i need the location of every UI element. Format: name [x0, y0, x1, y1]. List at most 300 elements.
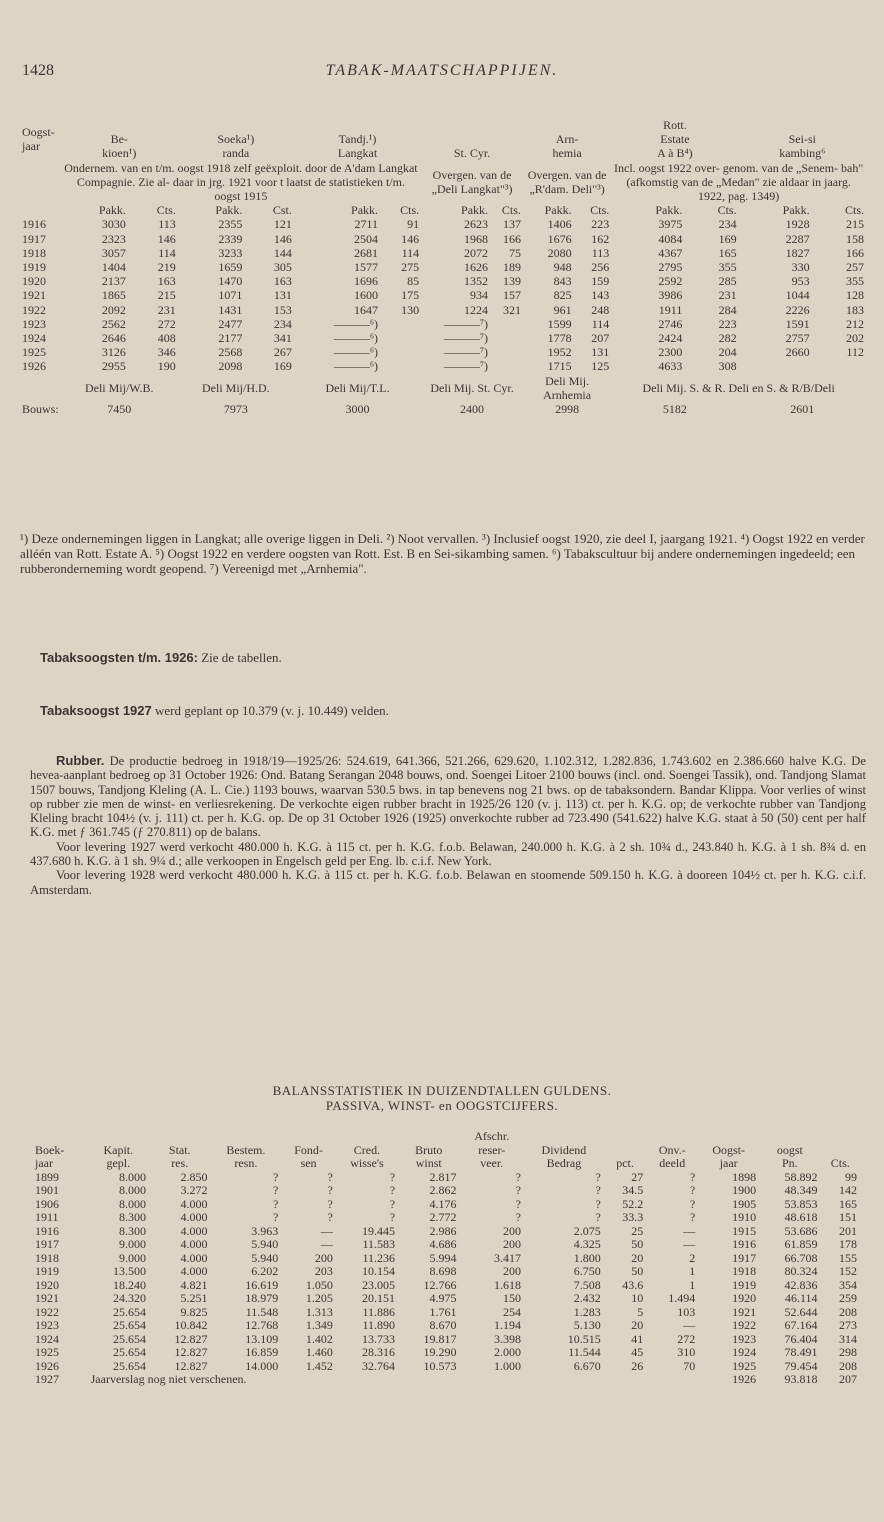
year-cell: 1926 [22, 359, 46, 374]
value-cell: 1924 [732, 1345, 757, 1359]
value-cell: 2746 [658, 316, 683, 331]
value-cell: 1647 [354, 302, 379, 317]
value-cell: 50 [631, 1237, 644, 1251]
value-cell: 2681 [354, 245, 379, 260]
year-cell: 1925 [35, 1345, 59, 1359]
value-cell: ? [272, 1169, 279, 1184]
column-header: Onv.- deeld [658, 1142, 686, 1170]
value-cell: 13.733 [362, 1331, 396, 1346]
value-cell: 11.548 [245, 1304, 279, 1319]
harvest-1927-text: werd geplant op 10.379 (v. j. 10.449) velden. [155, 703, 389, 718]
column-note: Overgen. van de „R'dam. Deli"³) [527, 167, 607, 196]
value-cell: 79.454 [784, 1358, 818, 1373]
table-header-row [32, 1130, 860, 1171]
bouws-value: 7450 [107, 402, 132, 417]
value-cell: 4367 [658, 245, 683, 260]
value-cell: 175 [401, 288, 420, 303]
value-cell: ? [595, 1169, 601, 1184]
value-cell: 146 [157, 231, 176, 246]
value-cell: ? [689, 1169, 696, 1184]
value-cell: 354 [839, 1277, 857, 1292]
value-cell: 18.979 [245, 1291, 279, 1305]
value-cell: 4633 [658, 359, 683, 374]
value-cell: 178 [839, 1237, 857, 1251]
value-cell: 3.963 [251, 1223, 279, 1238]
value-cell: 2568 [218, 345, 243, 360]
value-cell: ? [595, 1196, 601, 1211]
value-cell: 4.000 [180, 1250, 208, 1265]
rubber-paragraph-1 [30, 754, 866, 840]
value-cell: 355 [718, 260, 737, 275]
value-cell: ? [389, 1196, 396, 1211]
value-cell: 52.2 [622, 1196, 644, 1211]
value-cell: 256 [591, 260, 610, 275]
value-cell: ? [515, 1183, 521, 1197]
value-cell: 6.202 [251, 1264, 279, 1278]
value-cell: 1898 [732, 1169, 757, 1184]
value-cell: 131 [273, 288, 292, 303]
harvest-1926-label: Tabaksoogsten t/m. 1926: [40, 650, 198, 665]
value-cell: 272 [157, 316, 176, 331]
value-cell: 6.750 [573, 1264, 601, 1278]
value-cell: 1911 [658, 302, 683, 317]
value-cell: 2711 [354, 217, 379, 232]
column-header: Boek- jaar [35, 1142, 65, 1170]
column-header: Oogst- jaar [712, 1142, 746, 1170]
value-cell: 2355 [218, 217, 243, 232]
column-header: Be- kioen¹) [102, 132, 137, 161]
value-cell: 948 [553, 260, 572, 275]
value-cell: 85 [407, 274, 420, 289]
value-cell: 1577 [354, 260, 379, 275]
value-cell: 48.349 [784, 1183, 818, 1197]
value-cell: ———⁶) [333, 331, 379, 346]
value-cell: 1918 [732, 1264, 757, 1278]
unit-label: Pakk. [351, 203, 379, 218]
year-cell: 1919 [22, 260, 46, 275]
value-cell: 2592 [658, 274, 683, 289]
value-cell: 4.686 [429, 1237, 457, 1251]
value-cell: 2080 [547, 245, 572, 260]
value-cell: 12.827 [174, 1345, 208, 1359]
year-cell: 1926 [35, 1358, 59, 1373]
year-cell: 1899 [35, 1169, 59, 1184]
value-cell: 961 [553, 302, 572, 317]
table-row [32, 1211, 860, 1225]
value-cell: ———⁶) [333, 316, 379, 331]
value-cell: 42.836 [784, 1277, 818, 1292]
value-cell: 208 [839, 1304, 857, 1319]
value-cell: 1900 [732, 1183, 757, 1197]
value-cell: 128 [846, 288, 864, 303]
table-row [20, 345, 866, 359]
value-cell [380, 317, 421, 331]
column-note: Ondernem. van en t/m. oogst 1918 zelf geëxploit. door de A'dam Langkat Compagnie. Zie al- daar in jrg. 1921 voor t laatst de statistieken t/m. oogst 1915 [64, 160, 418, 204]
empty-cell [20, 161, 61, 204]
harvest-1927-label: Tabaksoogst 1927 [40, 703, 152, 718]
value-cell: 202 [846, 331, 864, 346]
balance-title: BALANSSTATISTIEK IN DUIZENDTALLEN GULDENS. [272, 1083, 612, 1098]
value-cell: 1.494 [668, 1291, 696, 1305]
value-cell: 10.573 [423, 1358, 457, 1373]
value-cell: 169 [718, 231, 737, 246]
value-cell: 1.452 [305, 1358, 333, 1373]
unit-label: Pakk. [98, 203, 126, 218]
value-cell [739, 359, 812, 373]
value-cell: 285 [718, 274, 737, 289]
column-header: Oogst- jaar [22, 125, 55, 154]
value-cell [380, 331, 421, 345]
value-cell: 1659 [218, 260, 243, 275]
value-cell: 223 [591, 217, 610, 232]
harvest-1926-note [40, 650, 884, 665]
value-cell: 137 [502, 217, 521, 232]
value-cell: 11.544 [568, 1345, 601, 1359]
value-cell: 408 [157, 331, 176, 346]
value-cell: 1827 [785, 245, 810, 260]
owner-cell: Deli Mij/W.B. [84, 380, 154, 395]
value-cell: 3.398 [494, 1331, 521, 1346]
value-cell: 1.460 [305, 1345, 333, 1359]
unit-label: Pakk. [782, 203, 810, 218]
table-row [32, 1333, 860, 1347]
value-cell: 1905 [732, 1196, 757, 1211]
value-cell: 207 [591, 331, 610, 346]
value-cell: 1.313 [305, 1304, 333, 1319]
value-cell: 843 [553, 274, 572, 289]
value-cell: — [683, 1223, 696, 1238]
value-cell [490, 317, 523, 331]
value-cell: 1922 [732, 1318, 757, 1332]
value-cell: 190 [157, 359, 176, 374]
value-cell: 146 [401, 231, 420, 246]
value-cell: 114 [401, 245, 420, 260]
value-cell: 34.5 [622, 1183, 644, 1197]
value-cell: 13.500 [113, 1264, 147, 1278]
value-cell: ? [595, 1183, 601, 1197]
value-cell: 8.000 [119, 1169, 147, 1184]
value-cell: 163 [157, 274, 176, 289]
units-row [20, 203, 866, 217]
value-cell: 1.800 [573, 1250, 601, 1265]
year-cell: 1916 [22, 217, 46, 232]
value-cell: 314 [839, 1331, 857, 1346]
column-header: Sei-si kambing⁶ [779, 132, 826, 161]
value-cell: 4.975 [429, 1291, 457, 1305]
value-cell: 2.000 [494, 1345, 521, 1359]
value-cell: 3975 [658, 217, 683, 232]
value-cell: 1865 [101, 288, 126, 303]
value-cell: 144 [273, 245, 292, 260]
value-cell: 3.417 [494, 1250, 521, 1265]
unit-label: Cts. [156, 203, 176, 218]
table-header-row [20, 118, 866, 161]
value-cell: 114 [158, 245, 176, 260]
year-cell: 1920 [35, 1277, 59, 1292]
value-cell [380, 345, 421, 359]
year-cell: 1920 [22, 274, 46, 289]
value-cell: 143 [591, 288, 610, 303]
value-cell: 1.050 [305, 1277, 333, 1292]
value-cell: 2955 [101, 359, 126, 374]
bouws-row [20, 402, 866, 416]
year-cell: 1925 [22, 345, 46, 360]
value-cell: 1224 [464, 302, 489, 317]
value-cell: 26 [631, 1358, 644, 1373]
value-cell: 203 [314, 1264, 333, 1278]
column-note: Incl. oogst 1922 over- genom. van de „Senem- bah" (afkomstig van de „Medan" zie aldaar in jaarg. 1922, pag. 1349) [614, 160, 864, 204]
value-cell: 16.859 [245, 1345, 279, 1359]
unit-label: Cts. [717, 203, 737, 218]
value-cell: 52.644 [784, 1304, 818, 1319]
value-cell: 330 [791, 260, 810, 275]
value-cell: 114 [591, 316, 610, 331]
year-cell: 1919 [35, 1264, 59, 1278]
value-cell: 5.940 [251, 1250, 279, 1265]
value-cell: 275 [401, 260, 420, 275]
value-cell: 3233 [218, 245, 243, 260]
value-cell: ? [327, 1183, 333, 1197]
value-cell: 8.300 [119, 1210, 147, 1224]
value-cell: 10 [631, 1291, 644, 1305]
value-cell: 2.432 [573, 1291, 601, 1305]
running-title: TABAK-MAATSCHAPPIJEN. [325, 62, 559, 79]
table-row [20, 303, 866, 317]
value-cell: 8.698 [429, 1264, 457, 1278]
value-cell: 20.151 [362, 1291, 396, 1305]
table-row [32, 1360, 860, 1374]
value-cell: 43.6 [622, 1277, 644, 1292]
value-cell: 825 [553, 288, 572, 303]
value-cell: 151 [839, 1210, 857, 1224]
value-cell: 1920 [732, 1291, 757, 1305]
value-cell: 8.000 [119, 1196, 147, 1211]
table-row [32, 1292, 860, 1306]
table-row [32, 1346, 860, 1360]
value-cell: 11.886 [362, 1304, 396, 1319]
value-cell: 1 [689, 1264, 696, 1278]
value-cell: ? [515, 1169, 521, 1184]
value-cell: 4.821 [180, 1277, 208, 1292]
value-cell: — [320, 1223, 333, 1238]
value-cell: 25.654 [113, 1331, 147, 1346]
year-cell: 1917 [35, 1237, 59, 1251]
value-cell: 3030 [101, 217, 126, 232]
value-cell: 201 [839, 1223, 857, 1238]
table-note-row [20, 161, 866, 204]
value-cell: 162 [591, 231, 610, 246]
value-cell: ———⁶) [333, 345, 379, 360]
value-cell: 165 [839, 1196, 857, 1211]
value-cell: 4.325 [573, 1237, 601, 1251]
value-cell: 157 [502, 288, 521, 303]
value-cell: ? [689, 1183, 696, 1197]
value-cell: 1470 [218, 274, 243, 289]
value-cell: 1715 [547, 359, 572, 374]
value-cell: 5.940 [251, 1237, 279, 1251]
table-row [32, 1373, 860, 1387]
rubber-paragraph-2: Voor levering 1927 werd verkocht 480.000 h. K.G. à 115 ct. per h. K.G. f.o.b. Belawan, 240.000 h. K.G. à 2 sh. 10¾ d., 243.840 h. K.G. à 1 sh. 8¾ d. en 437.680 h. K.G. à 1 sh. 9¼ d.; alle verkoopen in Engelsch geld per Eng. lb. c.i.f. New York. [30, 839, 866, 869]
table-row [32, 1279, 860, 1293]
value-cell: 158 [846, 231, 864, 246]
value-cell: 169 [273, 359, 292, 374]
value-cell: 3126 [101, 345, 126, 360]
value-cell: 2.772 [429, 1210, 457, 1224]
value-cell: 139 [502, 274, 521, 289]
value-cell: ? [327, 1210, 333, 1224]
value-cell: 1778 [547, 331, 572, 346]
value-cell: 200 [314, 1250, 333, 1265]
value-cell: 80.324 [784, 1264, 818, 1278]
value-cell: ———⁷) [443, 345, 489, 360]
value-cell: 257 [846, 260, 864, 275]
table-row [20, 274, 866, 288]
value-cell: 1917 [732, 1250, 757, 1265]
value-cell: 12.827 [174, 1358, 208, 1373]
value-cell: 27 [631, 1169, 644, 1184]
value-cell: 20 [631, 1250, 644, 1265]
value-cell: 28.316 [362, 1345, 396, 1359]
value-cell: 113 [158, 217, 176, 232]
value-cell: 4.000 [180, 1210, 208, 1224]
value-cell: 1.349 [305, 1318, 333, 1332]
value-cell: 53.686 [784, 1223, 818, 1238]
value-cell [490, 331, 523, 345]
value-cell: 25.654 [113, 1318, 147, 1332]
value-cell: 6.670 [573, 1358, 601, 1373]
owner-cell: Deli Mij/T.L. [325, 380, 390, 395]
column-header: Fond- sen [294, 1142, 323, 1170]
value-cell: 200 [503, 1237, 521, 1251]
column-header: Afschr. reser- veer. [474, 1129, 510, 1170]
value-cell: 9.000 [119, 1237, 147, 1251]
value-cell: 231 [718, 288, 737, 303]
value-cell: 113 [591, 245, 610, 260]
value-cell: 1.194 [494, 1318, 521, 1332]
value-cell: 1406 [547, 217, 572, 232]
value-cell: ? [689, 1196, 696, 1211]
value-cell: 310 [677, 1345, 696, 1359]
value-cell: 1600 [354, 288, 379, 303]
value-cell: 152 [839, 1264, 857, 1278]
value-cell: 2287 [785, 231, 810, 246]
value-cell: 254 [503, 1304, 521, 1319]
table-row [32, 1306, 860, 1320]
unit-label: Cts. [400, 203, 420, 218]
value-cell: 2623 [464, 217, 489, 232]
value-cell: 153 [273, 302, 292, 317]
bouws-value: 7973 [223, 402, 248, 417]
value-cell: ? [272, 1196, 279, 1211]
value-cell: 121 [273, 217, 292, 232]
value-cell: 4.000 [180, 1237, 208, 1251]
year-cell: 1918 [22, 245, 46, 260]
value-cell: 12.827 [174, 1331, 208, 1346]
value-cell: 1044 [785, 288, 810, 303]
value-cell: 32.764 [362, 1358, 396, 1373]
value-cell: 1.761 [429, 1304, 457, 1319]
column-header: Arn- hemia [552, 132, 582, 161]
value-cell: 70 [683, 1358, 696, 1373]
value-cell: 12.768 [245, 1318, 279, 1332]
table-row [32, 1198, 860, 1212]
column-note: Overgen. van de „Deli Langkat"³) [431, 167, 513, 196]
value-cell: ———⁷) [443, 331, 489, 346]
bouws-value: 2400 [460, 402, 485, 417]
value-cell: 305 [273, 260, 292, 275]
year-cell: 1924 [35, 1331, 59, 1346]
note-cell: Jaarverslag nog niet verschenen. [90, 1372, 247, 1386]
year-cell: 1916 [35, 1223, 59, 1238]
table-row [32, 1225, 860, 1239]
table-row [32, 1171, 860, 1185]
value-cell: 10.842 [174, 1318, 208, 1332]
value-cell: 1599 [547, 316, 572, 331]
value-cell: 234 [273, 316, 292, 331]
value-cell: 2477 [218, 316, 243, 331]
value-cell: ? [272, 1183, 279, 1197]
value-cell: 99 [845, 1169, 857, 1184]
year-cell: 1906 [35, 1196, 59, 1211]
value-cell: 1.000 [494, 1358, 521, 1373]
column-header: Bestem. resn. [226, 1142, 266, 1170]
value-cell: 272 [677, 1331, 696, 1346]
owners-row [20, 374, 866, 402]
column-header: Bruto winst [415, 1142, 443, 1170]
column-header: Cred. wisse's [350, 1142, 384, 1170]
table-row [32, 1184, 860, 1198]
rubber-section [30, 754, 866, 897]
value-cell: 1.402 [305, 1331, 333, 1346]
value-cell: 18.240 [113, 1277, 147, 1292]
value-cell: 11.890 [362, 1318, 396, 1332]
harvest-1927-note [40, 703, 884, 718]
column-header: Dividend Bedrag [541, 1142, 587, 1170]
value-cell: 2300 [658, 345, 683, 360]
value-cell: ? [389, 1183, 396, 1197]
value-cell: ? [327, 1169, 333, 1184]
value-cell: 2092 [101, 302, 126, 317]
value-cell [380, 359, 421, 373]
tobacco-harvest-table [20, 118, 866, 416]
value-cell: 23.005 [362, 1277, 396, 1292]
value-cell: 248 [591, 302, 610, 317]
value-cell: 2 [689, 1250, 696, 1265]
value-cell: 76.404 [784, 1331, 818, 1346]
value-cell: 93.818 [784, 1372, 818, 1386]
value-cell: 9.000 [119, 1250, 147, 1265]
value-cell: 934 [470, 288, 489, 303]
bouws-value: 3000 [345, 402, 370, 417]
column-header: Soeka¹) randa [217, 132, 255, 161]
value-cell: 2226 [785, 302, 810, 317]
value-cell: ? [689, 1210, 696, 1224]
value-cell: ———⁶) [333, 359, 379, 374]
value-cell: 321 [502, 302, 521, 317]
value-cell: 1.618 [494, 1277, 521, 1292]
year-cell: 1922 [35, 1304, 59, 1319]
value-cell: 267 [273, 345, 292, 360]
value-cell: 2.817 [429, 1169, 457, 1184]
value-cell: 215 [157, 288, 176, 303]
value-cell: 200 [503, 1223, 521, 1238]
value-cell: 1921 [732, 1304, 757, 1319]
value-cell: ———⁷) [443, 316, 489, 331]
value-cell: 5 [637, 1304, 644, 1319]
value-cell: 25.654 [113, 1358, 147, 1373]
value-cell: 215 [846, 217, 864, 232]
value-cell [490, 345, 523, 359]
